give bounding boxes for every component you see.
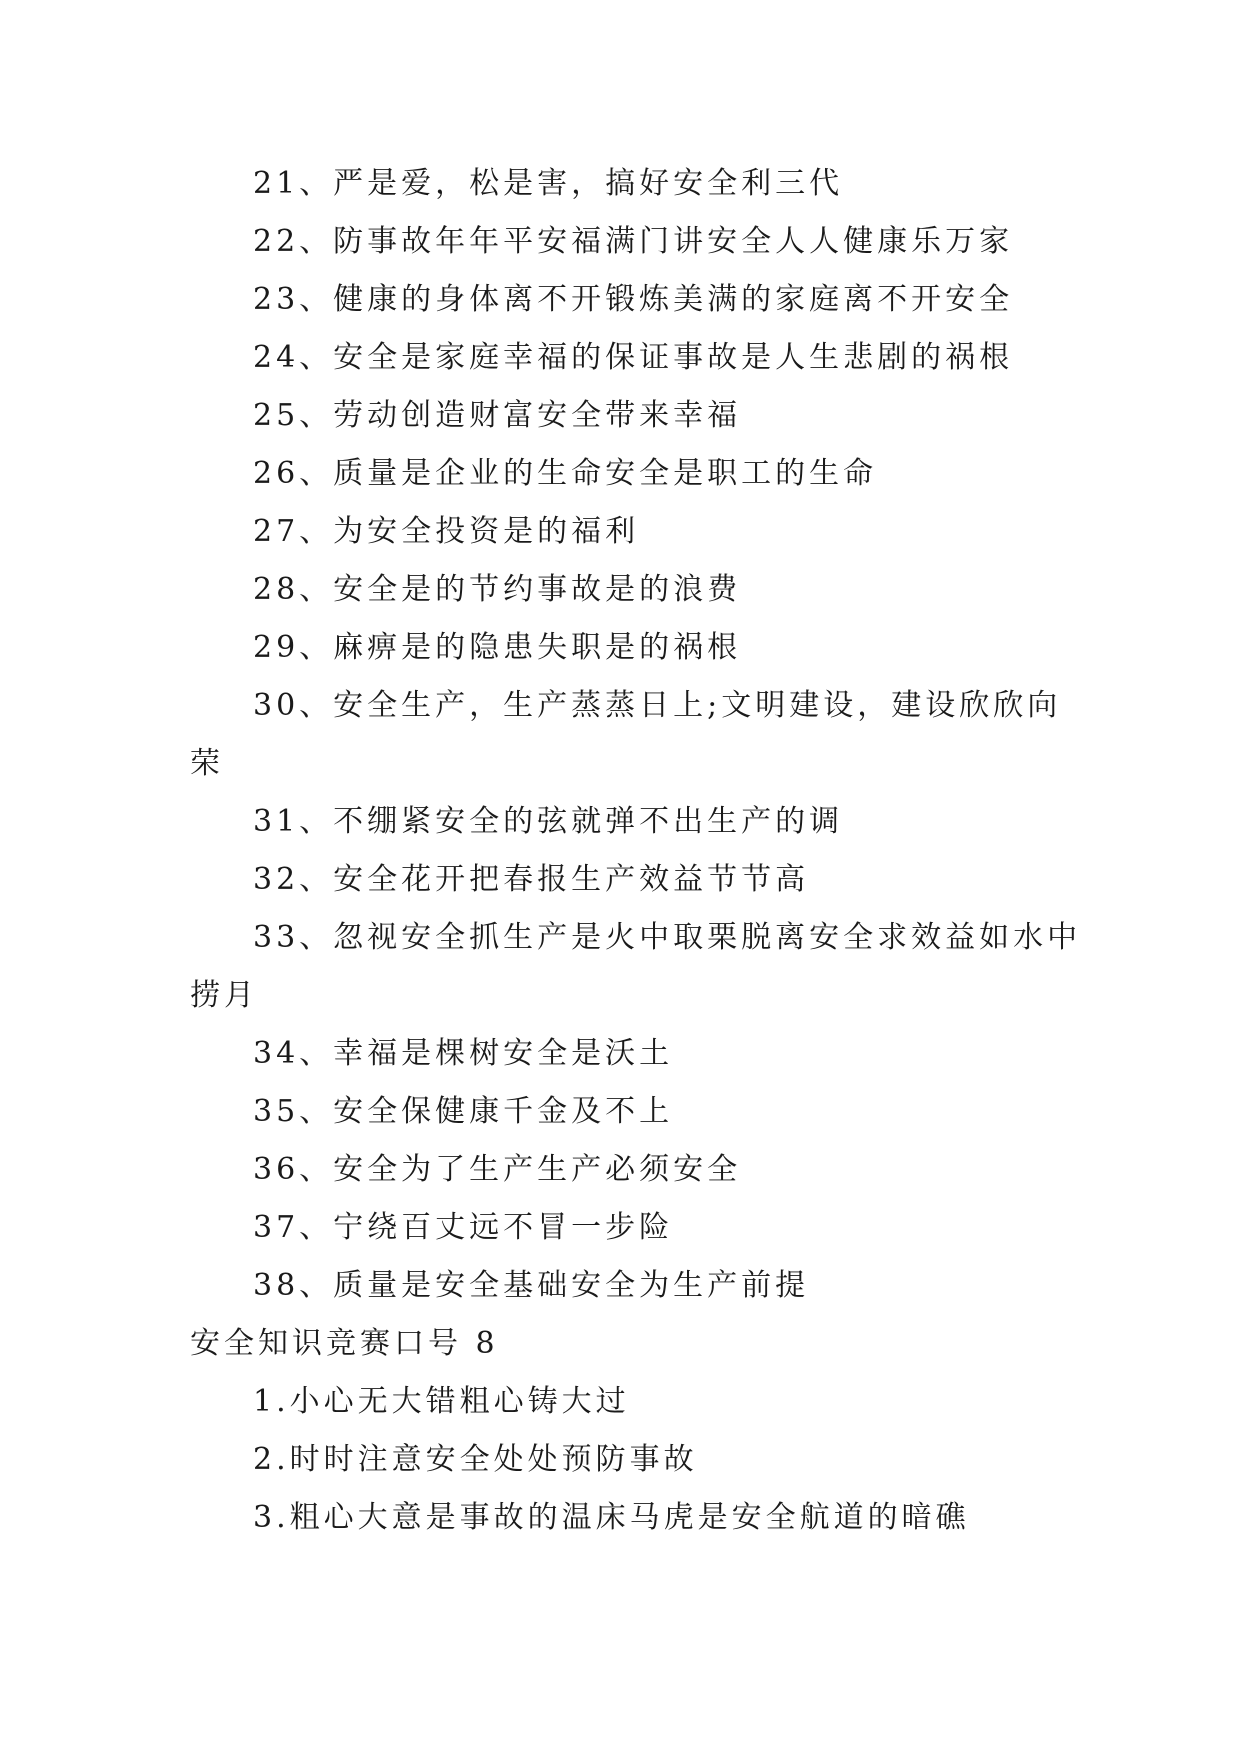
slogan-line: 21、严是爱，松是害，搞好安全利三代 [253,166,844,201]
slogan-line: 28、安全是的节约事故是的浪费 [253,572,742,607]
slogan-line: 36、安全为了生产生产必须安全 [253,1152,742,1187]
slogan-line: 27、为安全投资是的福利 [253,514,640,549]
slogan-line: 22、防事故年年平安福满门讲安全人人健康乐万家 [253,224,1014,259]
slogan-line: 29、麻痹是的隐患失职是的祸根 [253,630,742,665]
slogan-line: 33、忽视安全抓生产是火中取栗脱离安全求效益如水中 [253,920,1082,955]
slogan-line: 34、幸福是棵树安全是沃土 [253,1036,674,1071]
slogan-line: 23、健康的身体离不开锻炼美满的家庭离不开安全 [253,282,1014,317]
slogan-line: 24、安全是家庭幸福的保证事故是人生悲剧的祸根 [253,340,1014,375]
slogan-line: 35、安全保健康千金及不上 [253,1094,674,1129]
slogan-line: 30、安全生产，生产蒸蒸日上;文明建设，建设欣欣向 [253,688,1062,723]
section-slogan-line: 3.粗心大意是事故的温床马虎是安全航道的暗礁 [253,1500,970,1535]
slogan-line: 31、不绷紧安全的弦就弹不出生产的调 [253,804,844,839]
section-slogan-line: 1.小心无大错粗心铸大过 [253,1384,630,1419]
slogan-line: 32、安全花开把春报生产效益节节高 [253,862,810,897]
slogan-line: 26、质量是企业的生命安全是职工的生命 [253,456,878,491]
slogan-line: 37、宁绕百丈远不冒一步险 [253,1210,674,1245]
slogan-line: 38、质量是安全基础安全为生产前提 [253,1268,810,1303]
slogan-line-continuation: 荣 [190,746,224,781]
slogan-line-continuation: 捞月 [190,978,258,1013]
document-body [190,155,1082,1547]
slogan-line: 25、劳动创造财富安全带来幸福 [253,398,742,433]
section-slogan-line: 2.时时注意安全处处预防事故 [253,1442,698,1477]
section-title: 安全知识竞赛口号 8 [190,1326,499,1361]
